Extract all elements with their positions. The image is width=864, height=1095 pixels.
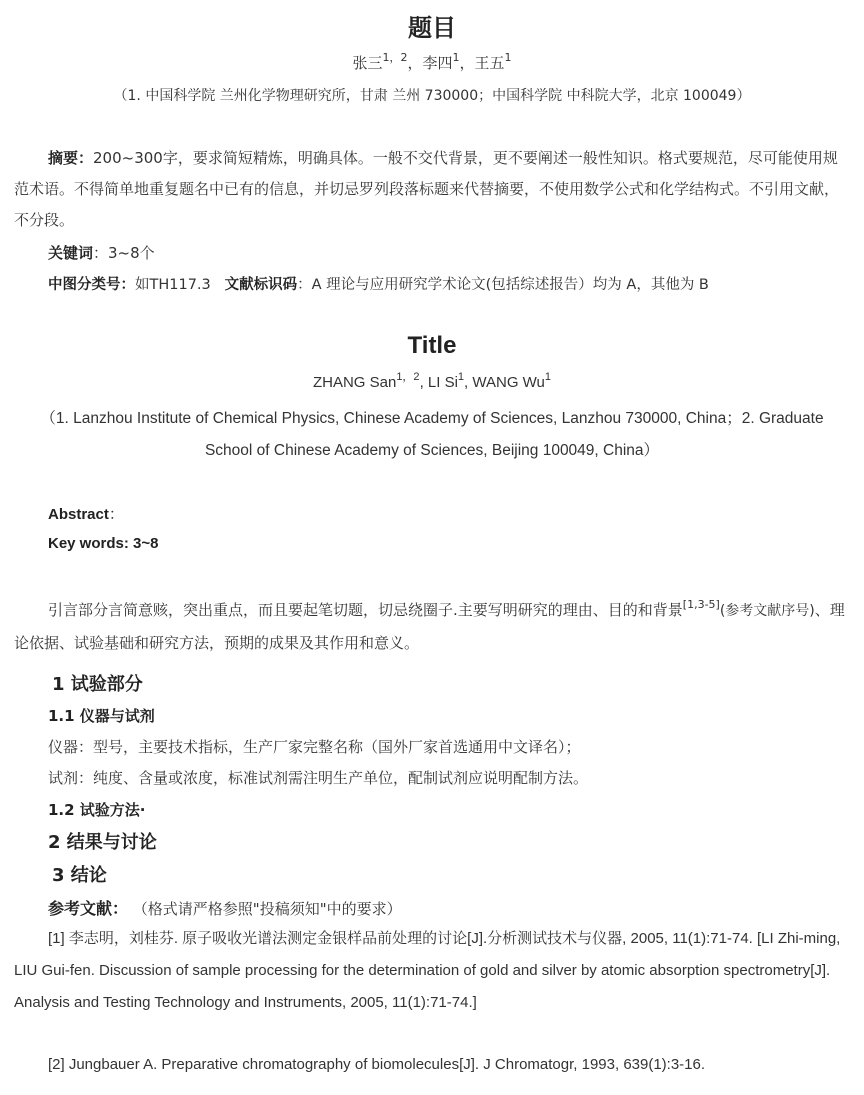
en-abstract-colon: ： — [108, 506, 124, 523]
author-affil-sup: 1 — [544, 371, 552, 383]
en-keywords: Key words: 3~8 — [48, 535, 159, 552]
instruments-text: 仪器：型号，主要技术指标，生产厂家完整名称（国外厂家首选通用中文译名）； — [48, 738, 581, 756]
author-separator: , — [464, 374, 473, 391]
doc-code-label: 文献标识码 — [224, 277, 298, 293]
author-affil-sup: 1，2 — [382, 51, 408, 64]
cn-classification — [48, 273, 709, 294]
en-abstract-label: Abstract — [48, 506, 109, 523]
author-separator: ， — [407, 54, 423, 72]
en-authors — [0, 371, 864, 391]
author-separator: ， — [459, 54, 475, 72]
reagents-text: 试剂：纯度、含量或浓度，标准试剂需注明生产单位，配制试剂应说明配制方法。 — [48, 769, 589, 787]
subsection-heading-1-1: 1.1 仪器与试剂 — [48, 707, 155, 725]
section-heading-2: 2 结果与讨论 — [48, 832, 157, 853]
author-name: WANG Wu — [472, 374, 545, 391]
cn-abstract — [14, 143, 846, 236]
reference-item: [2] Jungbauer A. Preparative chromatography of biomolecules[J]. J Chromatogr, 1993, 639(1):3-16. — [48, 1056, 706, 1073]
abstract-text: 200~300字，要求简短精炼，明确具体。一般不交代背景，更不要阐述一般性知识。格式要规范，尽可能使用规范术语。不得简单地重复题名中已有的信息，并切忌罗列段落标题来代替摘要，不使用数学公式和化学结构式。不引用文献，不分段。 — [14, 149, 840, 229]
clc-text: 如TH117.3 — [135, 277, 211, 293]
references-note: （格式请严格参照"投稿须知"中的要求） — [132, 900, 402, 918]
author-name: 王五 — [474, 54, 505, 72]
keywords-label: 关键词 — [48, 244, 94, 262]
en-abstract — [48, 503, 124, 524]
author-affil-sup: 1 — [504, 51, 512, 64]
references-heading — [48, 896, 402, 919]
author-affil-sup: 1，2 — [396, 371, 420, 383]
cn-authors — [0, 52, 864, 73]
introduction — [14, 594, 846, 659]
intro-text: 引言部分言简意赅，突出重点，而且要起笔切题，切忌绕圈子.主要写明研究的理由、目的和背景 — [48, 601, 683, 619]
reference-item: [1] 李志明，刘桂芬. 原子吸收光谱法测定金银样品前处理的讨论[J].分析测试技术与仪器, 2005, 11(1):71-74. [LI Zhi-ming, LIU Gui-fen. Discussion of sample processing for the determination of gold and silver by atomic absorption spectrometry[J]. Analysis and Testing Technology and Instruments, 2005, 11(1):71-74.] — [14, 930, 841, 1011]
cn-keywords — [48, 242, 155, 263]
en-affiliation: （1. Lanzhou Institute of Chemical Physics, Chinese Academy of Sciences, Lanzhou 730000, China；2. Graduate School of Chinese Academy of Sciences, Beijing 100049, China） — [40, 410, 824, 459]
keywords-text: ：3~8个 — [93, 244, 155, 262]
doc-code-text: ：A 理论与应用研究学术论文(包括综述报告）均为 A，其他为 B — [297, 277, 709, 293]
intro-citation: [1,3-5] — [682, 598, 720, 611]
subsection-heading-1-2: 1.2 试验方法· — [48, 801, 146, 819]
en-title: Title — [407, 332, 457, 359]
intro-cite-note: (参考文献序号) — [719, 603, 815, 619]
author-name: ZHANG San — [312, 374, 397, 391]
cn-affiliation: （1. 中国科学院 兰州化学物理研究所，甘肃 兰州 730000；中国科学院 中科院大学，北京 100049） — [113, 88, 751, 104]
references-label: 参考文献： — [48, 899, 129, 918]
clc-label: 中图分类号： — [48, 277, 135, 293]
cn-title: 题目 — [408, 14, 456, 42]
section-heading-1: 1 试验部分 — [52, 674, 143, 695]
intro-text-after: 、理论依据、试验基础和研究方法，预期的成果及其作用和意义。 — [14, 601, 845, 652]
author-separator: , — [419, 374, 428, 391]
section-heading-3: 3 结论 — [52, 865, 107, 886]
author-affil-sup: 1 — [452, 51, 460, 64]
author-name: LI Si — [427, 374, 458, 391]
author-name: 李四 — [422, 54, 453, 72]
abstract-label: 摘要： — [48, 149, 94, 167]
author-affil-sup: 1 — [457, 371, 465, 383]
author-name: 张三 — [352, 54, 383, 72]
